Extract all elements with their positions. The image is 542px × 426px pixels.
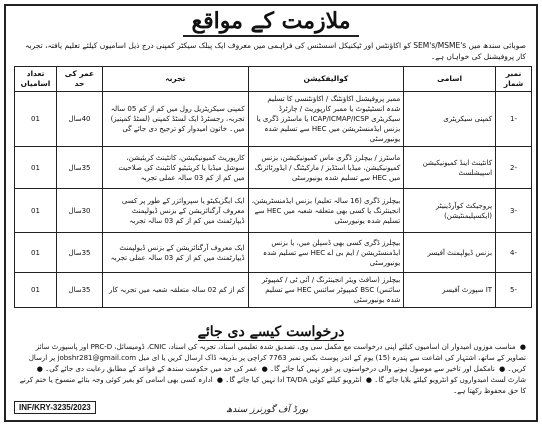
cell-sn: -4 [496,233,532,273]
header-experience: تجربہ [102,67,248,92]
cell-age: 30سال [57,189,103,233]
cell-age: 35سال [57,273,103,308]
cell-posts: 01 [15,147,57,189]
table-row [15,147,532,189]
bullet-icon: ● [365,376,373,384]
cell-title: کمپنی سیکریٹری [404,92,496,147]
instruction-text: مناسب موزوں امیدوار ان اسامیوں کیلئے اپنی درخواست مع مکمل سی وی، تصدیق شدہ تعلیمی اسناد، تجربہ کی اسناد، CNIC، ڈومیسائل، PRC-D اور پاسپورٹ سائز تصاویر کے ساتھ، اشتہار کی اشاعت سے پندرہ (15) یوم کے اندر پوسٹ بکس نمبر 7763 کراچی پر بذریعہ ڈاک ارسال کریں یا ای میل [35,343,526,362]
bullet-icon: ● [499,365,506,373]
table-row [15,233,532,273]
cell-experience: کارپوریٹ کمیونیکیشن، کانٹینٹ کریئیشن، سوشل میڈیا یا کریئیٹیو کانٹینٹ کی صلاحیت میں کم از کم 03 سالہ عملی تجربہ [102,147,248,189]
table-row [15,273,532,308]
instruction-text: انٹرویو کیلئے کوئی TA/DA ادا نہیں کیا جائے گا۔ [225,376,362,384]
cell-experience: کم از کم 02 سالہ متعلقہ شعبہ میں تجربہ کار [102,273,248,308]
how-to-apply-heading: درخواست کیسے دی جائے [197,324,345,340]
cell-sn: -1 [496,92,532,147]
cell-sn: -2 [496,147,532,189]
page-title: ملازمت کے مواقع [183,8,358,37]
cell-posts: 01 [15,92,57,147]
cell-age: 40سال [57,92,103,147]
cell-title: IT سپورٹ آفیسر [404,273,496,308]
bullet-icon: ● [216,376,224,384]
cell-title: بزنس ڈیولپمنٹ آفیسر [404,233,496,273]
cell-sn: -3 [496,189,532,233]
signature: بورڈ آف گورنرز سندھ [226,405,309,415]
instruction-text: نامکمل اور تاخیر سے موصول ہونے والی درخواستوں پر غور نہیں کیا جائے گا۔ [270,365,495,373]
bullet-icon: ● [261,365,268,373]
cell-sn: -5 [496,273,532,308]
cell-title: پروجیکٹ کوآرڈینیٹر (ایکسپلیمنٹیشن) [404,189,496,233]
cell-experience: ایک ایگزیکیٹو یا سپروائزر کے طور پر کسی معروف آرگنائزیشن کے بزنس ڈیولپمنٹ ڈیپارٹمنٹ میں کم از کم 03 سالہ تجربہ [102,189,248,233]
instruction-text: ادارہ کسی بھی اسامی کو بغیر کوئی وجہ بتائے منسوخ یا ختم کرنے کا حق محفوظ رکھتا ہے۔ [19,376,526,395]
header-title: اسامی [404,67,496,92]
instruction-text: عمر کی حد میں حکومت سندھ کے قواعد کے مطابق رعایت دی جائے گی۔ [45,365,258,373]
table-row [15,189,532,233]
cell-experience: کمپنی سیکریٹریل رول میں کم از کم 05 سالہ تجربہ، رجسٹرڈ ایک لسٹڈ کمپنی (لسٹڈ کمپنیز) میں۔ خاتون امیدوار کو ترجیح دی جائے گی [102,92,248,147]
cell-qualification: بیچلرز ڈگری (16 سالہ تعلیم) بزنس ایڈمنسٹریشن، انجینئرنگ یا کسی بھی متعلقہ شعبہ میں HEC سے تسلیم شدہ یونیورسٹی [248,189,404,233]
table-row [15,92,532,147]
cell-qualification: ماسٹرز / بیچلرز ڈگری ماس کمیونیکیشن، بزنس کمیونیکیشن، میڈیا اسٹڈیز / مارکیٹنگ / ایڈورٹائزنگ میں HEC سے تسلیم شدہ یونیورسٹی [248,147,404,189]
cell-qualification: ممبر پروفیشنل اکاؤنٹنگ / اکاؤنٹنسی کا تسلیم شدہ انسٹیٹیوٹ یا ممبر کارپوریٹ / چارٹرڈ سیکریٹری ICAP/ICMAP/ICSP یا ماسٹرز ڈگری یا بزنس ایڈمنسٹریشن میں HEC سے تسلیم شدہ یونیورسٹی [248,92,404,147]
header-sn: نمبر شمار [496,67,532,92]
cell-experience: ایک معروف آرگنائزیشن کے بزنس ڈیولپمنٹ ڈیپارٹمنٹ میں کم از کم 03 سالہ عملی تجربہ [102,233,248,273]
instructions-list [16,342,526,397]
header-posts: تعداد اسامیاں [15,67,57,92]
cell-age: 35سال [57,233,103,273]
cell-posts: 01 [15,233,57,273]
cell-title: کانٹینٹ اینڈ کمیونیکیشن اسپیشلسٹ [404,147,496,189]
header-age: عمر کی حد [57,67,103,92]
title-wrap [6,8,536,37]
advertisement-page [4,4,538,422]
cell-qualification: بیچلرز ڈگری کسی بھی ڈسپلن میں، یا بزنس ایڈمنسٹریشن / ایم بی اے HEC سے تسلیم شدہ یونیورسٹی [248,233,404,273]
cell-posts: 01 [15,189,57,233]
bullet-icon: ● [519,343,526,351]
instruction-item [223,376,372,384]
bullet-icon: ● [36,365,43,373]
cell-age: 35سال [57,147,103,189]
instruction-item [268,365,505,373]
intro-paragraph: صوبائی سندھ میں SEM's/MSME's کو اکاؤنٹس اور ٹیکنیکل اسسٹنس کی فراہمی میں معروف ایک پبلک سیکٹر کمپنی درج ذیل اسامیوں کیلئے تعلیم یافتہ، تجربہ کار پروفیشنل کی خواہاں ہے۔ [25,41,526,61]
email-link[interactable]: jobshr281@gmail.com [57,354,137,362]
jobs-table [14,66,532,308]
header-qualification: کوالیفکیشن [248,67,404,92]
instruction-text: پر ارسال کریں۔ [28,354,526,373]
subtitle-wrap [6,321,536,341]
cell-posts: 01 [15,273,57,308]
instruction-item [43,365,268,373]
cell-qualification: بیچلرز (سافٹ ویئر انجینئرنگ / آئی ٹی / کمپیوٹر سائنس) BSC کمپیوٹر سائنس HEC سے تسلیم شدہ یونیورسٹی [248,273,404,308]
jobs-table-header-row [15,67,532,92]
reference-number: INF/KRY-3235/2023 [14,401,96,414]
instruction-text: شارٹ لسٹ امیدواروں کو انٹرویو کیلئے بلایا جائے گا۔ [374,376,526,384]
